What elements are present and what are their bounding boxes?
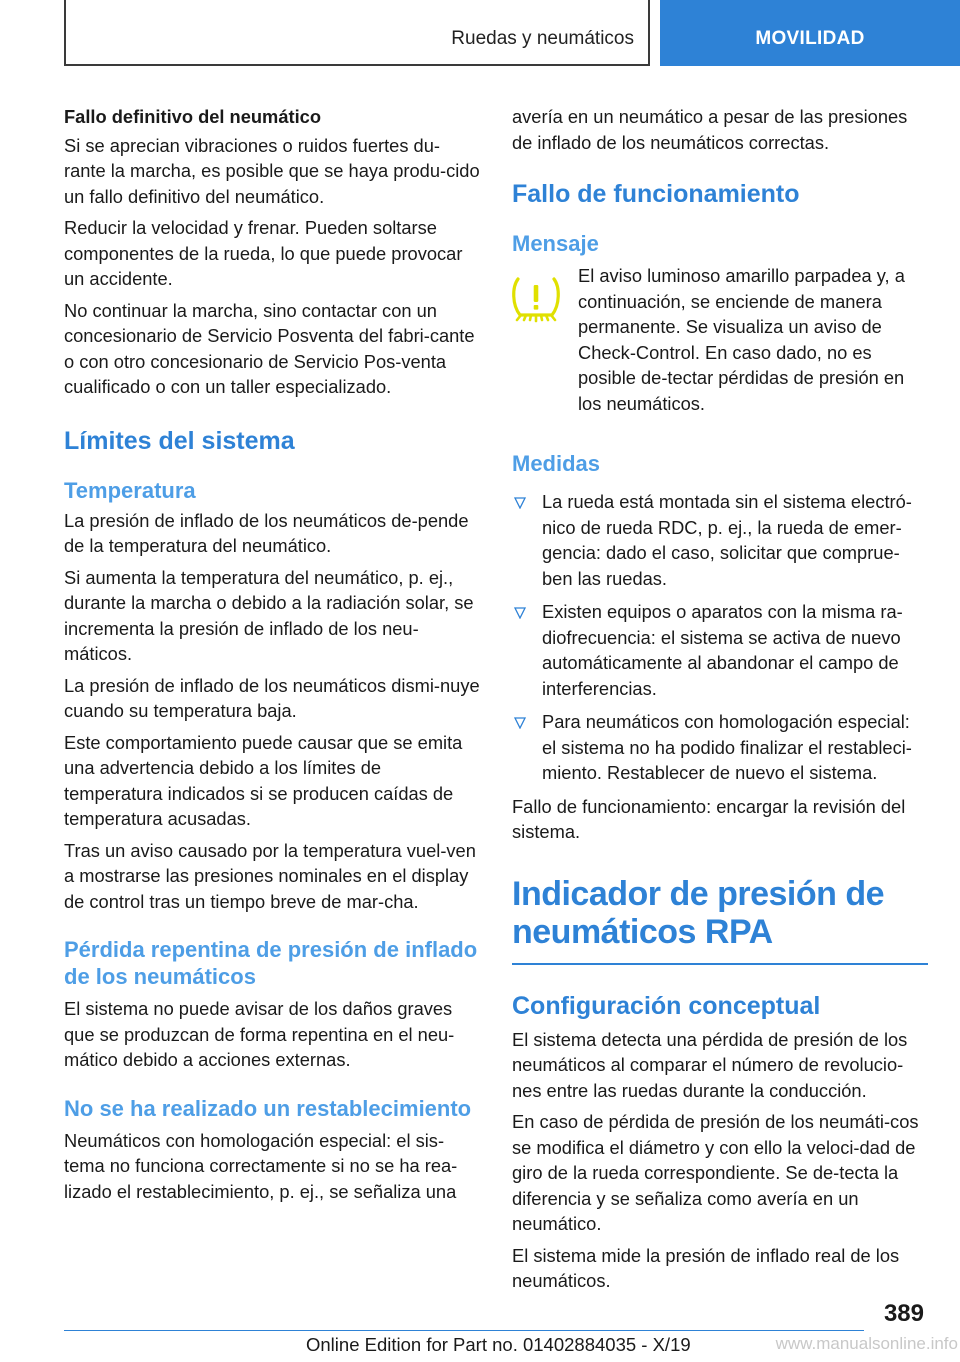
temperature-paragraph-1: La presión de inflado de los neumáticos de-pende de la temperatura del neumático. — [64, 509, 469, 556]
header-tab — [660, 0, 960, 66]
header-section-title: Ruedas y neumáticos — [451, 28, 634, 49]
temperature-paragraph-4: Este comportamiento puede causar que se emita una advertencia debido a los límites de temperatura indicados si se producen caídas de temperatura acusadas. — [64, 731, 463, 829]
tire-failure-heading: Fallo definitivo del neumático — [64, 106, 321, 127]
temperature-paragraph-5: Tras un aviso causado por la temperatura vuel-ven a mostrarse las presiones nominales en el display de control tras un tiempo breve de mar-cha. — [64, 839, 476, 912]
concept-heading: Configuración conceptual — [512, 991, 821, 1020]
page-number: 389 — [883, 1300, 924, 1327]
triangle-bullet-icon — [514, 717, 526, 729]
measure-item-text: Para neumáticos con homologación especial: el sistema no ha podido finalizar el restableci-miento. Restablecer de nuevo el sistema. — [542, 711, 912, 783]
measure-item — [512, 709, 928, 786]
tire-failure-paragraph-3: No continuar la marcha, sino contactar con un concesionario de Servicio Posventa del fabri-cante o con otro concesionario de Servicio Pos-venta cualificado o con un taller especializado. — [64, 299, 475, 397]
right-column — [512, 104, 928, 1300]
system-limits-heading: Límites del sistema — [64, 426, 295, 455]
no-reset-paragraph: Neumáticos con homologación especial: el sis-tema no funciona correctamente si no se ha rea-lizado el restablecimiento, p. ej., se señaliza una — [64, 1129, 458, 1202]
measure-item — [512, 599, 928, 701]
continued-paragraph: avería en un neumático a pesar de las presiones de inflado de los neumáticos correctas. — [512, 106, 908, 153]
measures-heading: Medidas — [512, 451, 601, 476]
sudden-pressure-loss-heading: Pérdida repentina de presión de inflado de los neumáticos — [64, 937, 478, 989]
no-reset-heading: No se ha realizado un restablecimiento — [64, 1095, 472, 1121]
tire-pressure-warning-icon — [508, 271, 564, 327]
header-frame — [64, 0, 650, 66]
malfunction-action-paragraph: Fallo de funcionamiento: encargar la revisión del sistema. — [512, 795, 906, 842]
tire-failure-paragraph-2: Reducir la velocidad y frenar. Pueden soltarse componentes de la rueda, lo que puede provocar un accidente. — [64, 217, 463, 289]
concept-paragraph-1: El sistema detecta una pérdida de presión de los neumáticos al comparar el número de revolucio-nes entre las ruedas durante la conducción. — [512, 1028, 908, 1101]
tire-failure-paragraph-1: Si se aprecian vibraciones o ruidos fuertes du-rante la marcha, es posible que se haya produ-cido un fallo definitivo del neumático. — [64, 134, 480, 207]
rpa-title: Indicador de presión de neumáticos RPA — [512, 874, 885, 951]
title-rule — [512, 963, 928, 965]
warning-message-block — [512, 263, 928, 416]
message-heading: Mensaje — [512, 231, 599, 256]
temperature-paragraph-3: La presión de inflado de los neumáticos dismi-nuye cuando su temperatura baja. — [64, 674, 480, 721]
temperature-heading: Temperatura — [64, 477, 196, 503]
measure-item-text: La rueda está montada sin el sistema electró-nico de rueda RDC, p. ej., la rueda de emer-gencia: dado el caso, solicitar que comprue-ben las ruedas. — [542, 491, 912, 589]
footer-edition: Online Edition for Part no. 01402884035 - X/19 — [306, 1334, 691, 1355]
measures-list — [512, 489, 928, 786]
warning-message-text: El aviso luminoso amarillo parpadea y, a continuación, se enciende de manera permanente. Se visualiza un aviso de Check-Control. En caso dado, no es posible de-tectar pérdidas de presión en los neumáticos. — [578, 265, 905, 414]
concept-paragraph-2: En caso de pérdida de presión de los neumáti-cos se modifica el diámetro y con ello la veloci-dad de giro de la rueda correspondiente. Se de-tecta la diferencia y se señaliza como avería en un neumático. — [512, 1111, 919, 1234]
temperature-paragraph-2: Si aumenta la temperatura del neumático, p. ej., durante la marcha o debido a la radiación solar, se incrementa la presión de inflado de los neu-máticos. — [64, 566, 474, 664]
watermark: www.manualsonline.info — [775, 1334, 958, 1353]
sudden-pressure-loss-paragraph: El sistema no puede avisar de los daños graves que se produzcan de forma repentina en el neu-mático debido a acciones externas. — [64, 998, 455, 1070]
triangle-bullet-icon — [514, 607, 526, 619]
measure-item-text: Existen equipos o aparatos con la misma ra-diofrecuencia: el sistema se activa de nuevo automáticamente al abandonar el campo de interferencias. — [542, 601, 903, 699]
header-tab-label: MOVILIDAD — [755, 28, 865, 49]
left-column — [64, 104, 480, 1210]
malfunction-heading: Fallo de funcionamiento — [512, 180, 800, 208]
triangle-bullet-icon — [514, 497, 526, 509]
footer-rule — [64, 1330, 864, 1331]
measure-item — [512, 489, 928, 591]
concept-paragraph-3: El sistema mide la presión de inflado real de los neumáticos. — [512, 1244, 900, 1291]
